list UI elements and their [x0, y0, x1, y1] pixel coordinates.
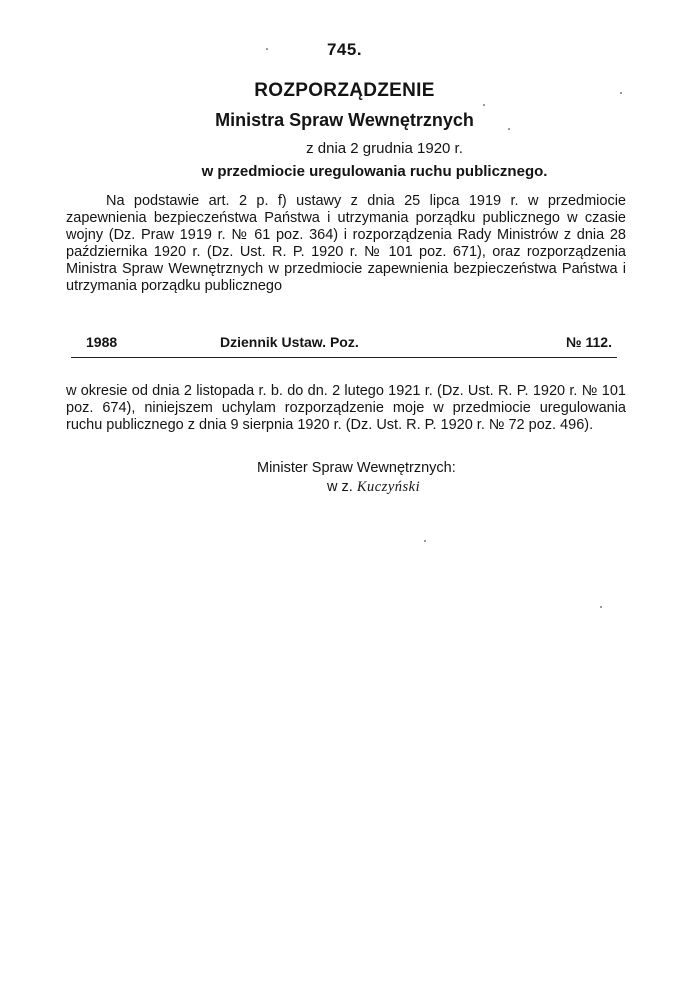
issuer-heading: Ministra Spraw Wewnętrznych — [215, 110, 474, 130]
scan-speck — [424, 540, 426, 542]
document-title: ROZPORZĄDZENIE — [254, 80, 435, 101]
scan-speck — [600, 606, 602, 608]
running-header — [86, 334, 614, 354]
scan-speck — [620, 92, 622, 94]
body-paragraph-1: Na podstawie art. 2 p. f) ustawy z dnia 25 lipca 1919 r. w przedmiocie zapewnienia bezpieczeństwa Państwa i utrzymania porządku publicznego w czasie wojny (Dz. Praw 1919 r. № 61 poz. 364) i rozporządzenia Rady Ministrów z dnia 28 października 1920 r. (Dz. Ust. R. P. 1920 r. № 101 poz. 671), oraz rozporządzenia Ministra Spraw Wewnętrznych w przedmiocie zapewnienia bezpieczeństwa Państwa i utrzymania porządku publicznego — [66, 193, 626, 294]
date-line: z dnia 2 grudnia 1920 r. — [306, 140, 463, 157]
scan-speck — [508, 128, 510, 130]
signer-prefix: w z. — [327, 479, 353, 495]
scan-speck — [266, 48, 268, 50]
act-number: 745. — [326, 40, 363, 59]
signer-role: Minister Spraw Wewnętrznych: — [257, 460, 456, 476]
scan-speck — [483, 104, 485, 106]
header-issue-number: № 112. — [566, 334, 612, 350]
header-page-number: 1988 — [86, 334, 118, 350]
header-rule — [71, 357, 617, 358]
body-paragraph-2: w okresie od dnia 2 listopada r. b. do dn. 2 lutego 1921 r. (Dz. Ust. R. P. 1920 r. № 101 poz. 674), niniejszem uchylam rozporządzenie moje w przedmiocie uregulowania ruchu publicznego z dnia 9 sierpnia 1920 r. (Dz. Ust. R. P. 1920 r. № 72 poz. 496). — [66, 383, 626, 433]
signer-line — [257, 478, 456, 497]
header-journal-title: Dziennik Ustaw. Poz. — [220, 334, 359, 350]
signature-block — [257, 459, 456, 497]
signer-name: Kuczyński — [356, 479, 421, 495]
subject-line: w przedmiocie uregulowania ruchu publicznego. — [201, 163, 548, 180]
